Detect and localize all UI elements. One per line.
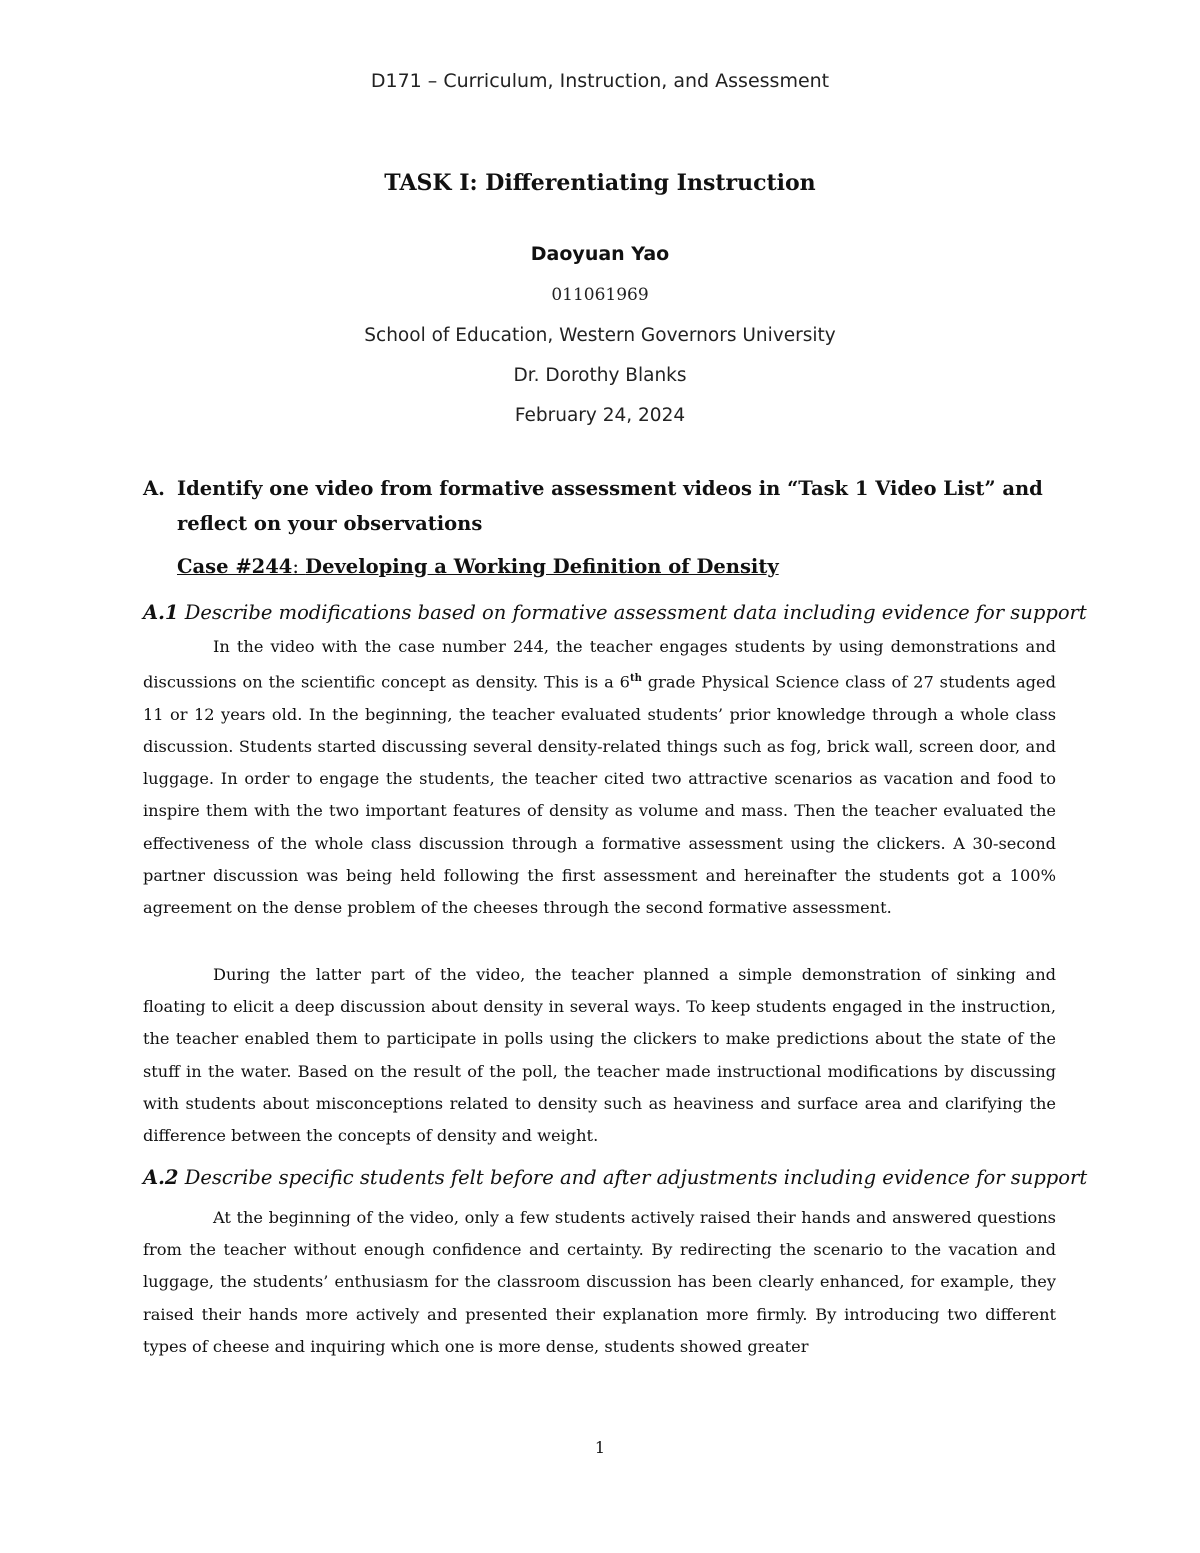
page-number: 1 bbox=[594, 1438, 606, 1457]
running-header: D171 – Curriculum, Instruction, and Assessment bbox=[370, 70, 830, 92]
case-separator: : bbox=[292, 555, 306, 578]
author-name: Daoyuan Yao bbox=[530, 243, 670, 265]
case-label: Case #244 bbox=[177, 555, 293, 578]
subheading-a2 bbox=[143, 1166, 1088, 1189]
case-heading bbox=[177, 555, 779, 578]
subheading-a2-text: Describe specific students felt before and after adjustments including evidence for support bbox=[178, 1166, 1088, 1189]
section-a-heading bbox=[143, 471, 1063, 541]
school-name: School of Education, Western Governors University bbox=[364, 325, 836, 346]
subheading-a2-number: A.2 bbox=[143, 1166, 179, 1189]
student-id: 011061969 bbox=[551, 285, 649, 305]
document-title: TASK I: Differentiating Instruction bbox=[384, 170, 816, 196]
paragraph-2: During the latter part of the video, the teacher planned a simple demonstration of sinking and floating to elicit a deep discussion about density in several ways. To keep students engaged in the instruction, the teacher enabled them to participate in polls using the clickers to make predictions about the state of the stuff in the water. Based on the result of the poll, the teacher made instructional modifications by discussing with students about misconceptions related to density such as heaviness and surface area and clarifying the difference between the concepts of density and weight. bbox=[143, 965, 1056, 1146]
instructor-name: Dr. Dorothy Blanks bbox=[513, 365, 687, 386]
section-a-marker: A. bbox=[143, 477, 165, 500]
paragraph-1-part-2: grade Physical Science class of 27 students aged 11 or 12 years old. In the beginning, the teacher evaluated students’ prior knowledge through a whole class discussion. Students started discussing several density-related things such as fog, brick wall, screen door, and luggage. In order to engage the students, the teacher cited two attractive scenarios as vacation and food to inspire them with the two important features of density as volume and mass. Then the teacher evaluated the effectiveness of the whole class discussion through a formative assessment using the clickers. A 30-second partner discussion was being held following the first assessment and hereinafter the students got a 100% agreement on the dense problem of the cheeses through the second formative assessment. bbox=[143, 672, 1056, 918]
paragraph-1 bbox=[143, 631, 1056, 924]
ordinal-superscript: th bbox=[629, 673, 642, 685]
paragraph-3: At the beginning of the video, only a few students actively raised their hands and answered questions from the teacher without enough confidence and certainty. By redirecting the scenario to the vacation and luggage, the students’ enthusiasm for the classroom discussion has been clearly enhanced, for example, they raised their hands more actively and presented their explanation more firmly. By introducing two different types of cheese and inquiring which one is more dense, students showed greater bbox=[143, 1208, 1056, 1356]
subheading-a1-text: Describe modifications based on formative assessment data including evidence for support bbox=[178, 601, 1087, 624]
paragraph-1-part-1: In the video with the case number 244, the teacher engages students by using demonstrations and discussions on the scientific concept as density. This is a 6 bbox=[143, 637, 1056, 692]
document-date: February 24, 2024 bbox=[514, 405, 686, 426]
subheading-a1-number: A.1 bbox=[143, 601, 179, 624]
section-a-text: Identify one video from formative assessment videos in “Task 1 Video List” and reflect on your observations bbox=[177, 477, 1043, 535]
subheading-a1 bbox=[143, 601, 1087, 624]
case-title: Developing a Working Definition of Density bbox=[305, 555, 779, 578]
